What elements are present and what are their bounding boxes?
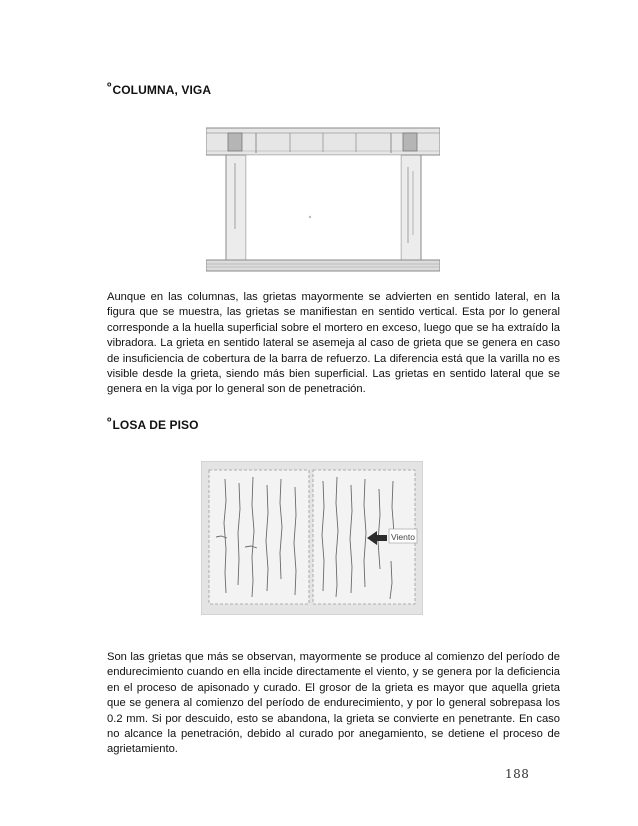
floor-slab-figure [201, 461, 423, 615]
column-beam-figure [206, 125, 440, 273]
ordinal-marker: º [107, 80, 112, 94]
page-number: 188 [505, 767, 530, 781]
section-title: COLUMNA, VIGA [112, 83, 212, 97]
section-heading-columna-viga [107, 80, 211, 97]
section-heading-losa-de-piso [107, 415, 199, 432]
ordinal-marker: º [107, 415, 112, 429]
section-title: LOSA DE PISO [112, 418, 199, 432]
section-paragraph: Aunque en las columnas, las grietas mayormente se advierten en sentido lateral, en la figura que se muestra, las grietas se manifiestan en sentido vertical. Esta por lo general corresponde a la huella superficial sobre el mortero en exceso, luego que se ha extraído la vibradora. La grieta en sentido lateral se asemeja al caso de grieta que se genera en caso de insuficiencia de cobertura de la barra de refuerzo. La diferencia está que la varilla no es visible desde la grieta, siendo más bien superficial. Las grietas en sentido lateral que se genera en la viga por lo general son de penetración. [107, 291, 560, 396]
wind-label: Viento [391, 532, 415, 542]
section-paragraph: Son las grietas que más se observan, mayormente se produce al comienzo del período de endurecimiento cuando en ella incide directamente el viento, y se genera por la deficiencia en el proceso de apisonado y curado. El grosor de la grieta es mayor que aquella grieta que se genera al comienzo del período de endurecimiento, y por lo general sobrepasa los 0.2 mm. Si por descuido, esto se abandona, la grieta se convierte en penetrante. En caso no alcance la penetración, debido al curado por anegamiento, se detiene el proceso de agrietamiento. [107, 651, 560, 756]
